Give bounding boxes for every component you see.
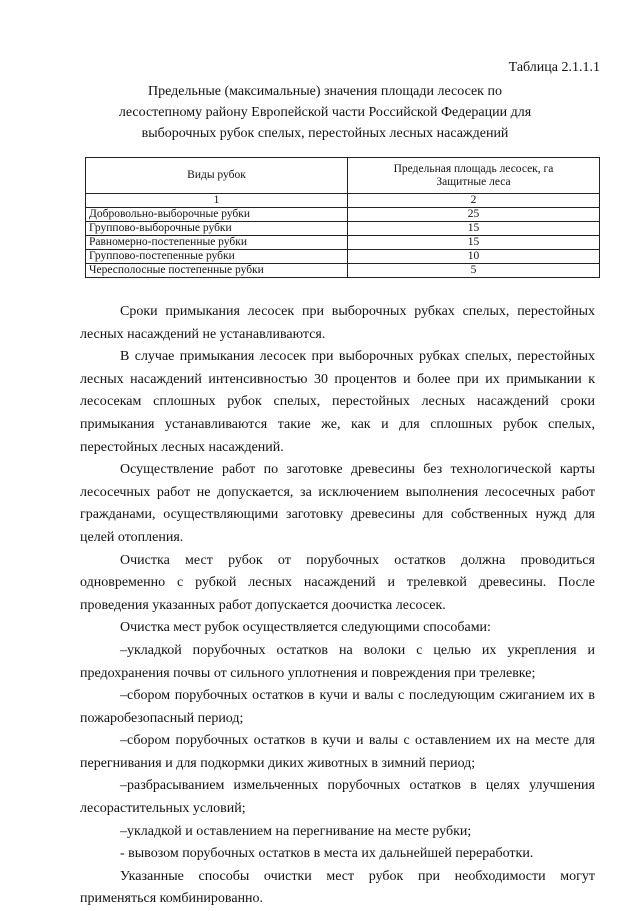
table-cell: 15 bbox=[348, 222, 600, 236]
table-cell: 2 bbox=[348, 194, 600, 208]
table-cell: 15 bbox=[348, 236, 600, 250]
table-cell: 10 bbox=[348, 250, 600, 264]
table-cell: Чересполосные постепенные рубки bbox=[86, 264, 348, 278]
paragraph: - вывозом порубочных остатков в места их дальнейшей переработки. bbox=[120, 846, 534, 862]
table-row bbox=[86, 264, 600, 278]
paragraph: –укладкой и оставлением на перегнивание на месте рубки; bbox=[120, 823, 472, 839]
header-cutting-types: Виды рубок bbox=[86, 158, 348, 194]
body-text bbox=[80, 301, 595, 911]
caption-line: Предельные (максимальные) значения площади лесосек по bbox=[148, 84, 502, 99]
table-cell: Группово-постепенные рубки bbox=[86, 250, 348, 264]
table-row bbox=[86, 208, 600, 222]
paragraph: Указанные способы очистки мест рубок при необходимости могут применяться комбинированно. bbox=[80, 868, 595, 907]
paragraph: –разбрасыванием измельченных порубочных остатков в целях улучшения лесорастительных условий; bbox=[80, 778, 595, 817]
table-number: Таблица 2.1.1.1 bbox=[508, 60, 600, 75]
paragraph: –сбором порубочных остатков в кучи и валы с последующим сжиганием их в пожаробезопасный период; bbox=[80, 688, 595, 726]
table-cell: Добровольно-выборочные рубки bbox=[86, 208, 348, 222]
paragraph: –укладкой порубочных остатков на волоки с целью их укрепления и предохранения почвы от сильного уплотнения и повреждения при трелевке; bbox=[80, 642, 595, 681]
table-header-row bbox=[86, 158, 600, 194]
paragraph: Сроки примыкания лесосек при выборочных рубках спелых, перестойных лесных насаждений не устанавливаются. bbox=[80, 304, 595, 342]
table-row bbox=[86, 236, 600, 250]
header-area-limit-line: Предельная площадь лесосек, га bbox=[393, 162, 554, 175]
table-cell: 25 bbox=[348, 208, 600, 222]
header-area-limit bbox=[348, 158, 600, 194]
table-caption bbox=[60, 81, 590, 144]
header-protective-forests: Защитные леса bbox=[436, 175, 511, 188]
paragraph: Осуществление работ по заготовке древесины без технологической карты лесосечных работ не допускается, за исключением выполнения лесосечных работ гражданами, осуществляющими заготовку древесины для собственных нужд для целей отопления. bbox=[80, 462, 595, 545]
table-cell: Равномерно-постепенные рубки bbox=[86, 236, 348, 250]
paragraph: –сбором порубочных остатков в кучи и валы с оставлением их на месте для перегнивания и для подкормки диких животных в зимний период; bbox=[80, 733, 595, 771]
table-row bbox=[86, 250, 600, 264]
table-cell: 5 bbox=[348, 264, 600, 278]
caption-line: лесостепному району Европейской части Российской Федерации для bbox=[118, 105, 532, 120]
caption-line: выборочных рубок спелых, перестойных лесных насаждений bbox=[141, 126, 509, 141]
paragraph: Очистка мест рубок осуществляется следующими способами: bbox=[120, 620, 491, 636]
table-row bbox=[86, 222, 600, 236]
table-number-row bbox=[86, 194, 600, 208]
table-cell: Группово-выборочные рубки bbox=[86, 222, 348, 236]
paragraph: Очистка мест рубок от порубочных остатков должна проводиться одновременно с рубкой лесных насаждений и трелевкой древесины. После проведения указанных работ допускается доочистка лесосек. bbox=[80, 552, 595, 613]
table-cell: 1 bbox=[86, 194, 348, 208]
paragraph: В случае примыкания лесосек при выборочных рубках спелых, перестойных лесных насаждений интенсивностью 30 процентов и более при их примыкании к лесосекам сплошных рубок спелых, перестойных лесных насаждений сроки примыкания устанавливаются такие же, как и для сплошных рубок спелых, перестойных лесных насаждений. bbox=[80, 349, 595, 455]
area-limits-table bbox=[85, 157, 600, 278]
